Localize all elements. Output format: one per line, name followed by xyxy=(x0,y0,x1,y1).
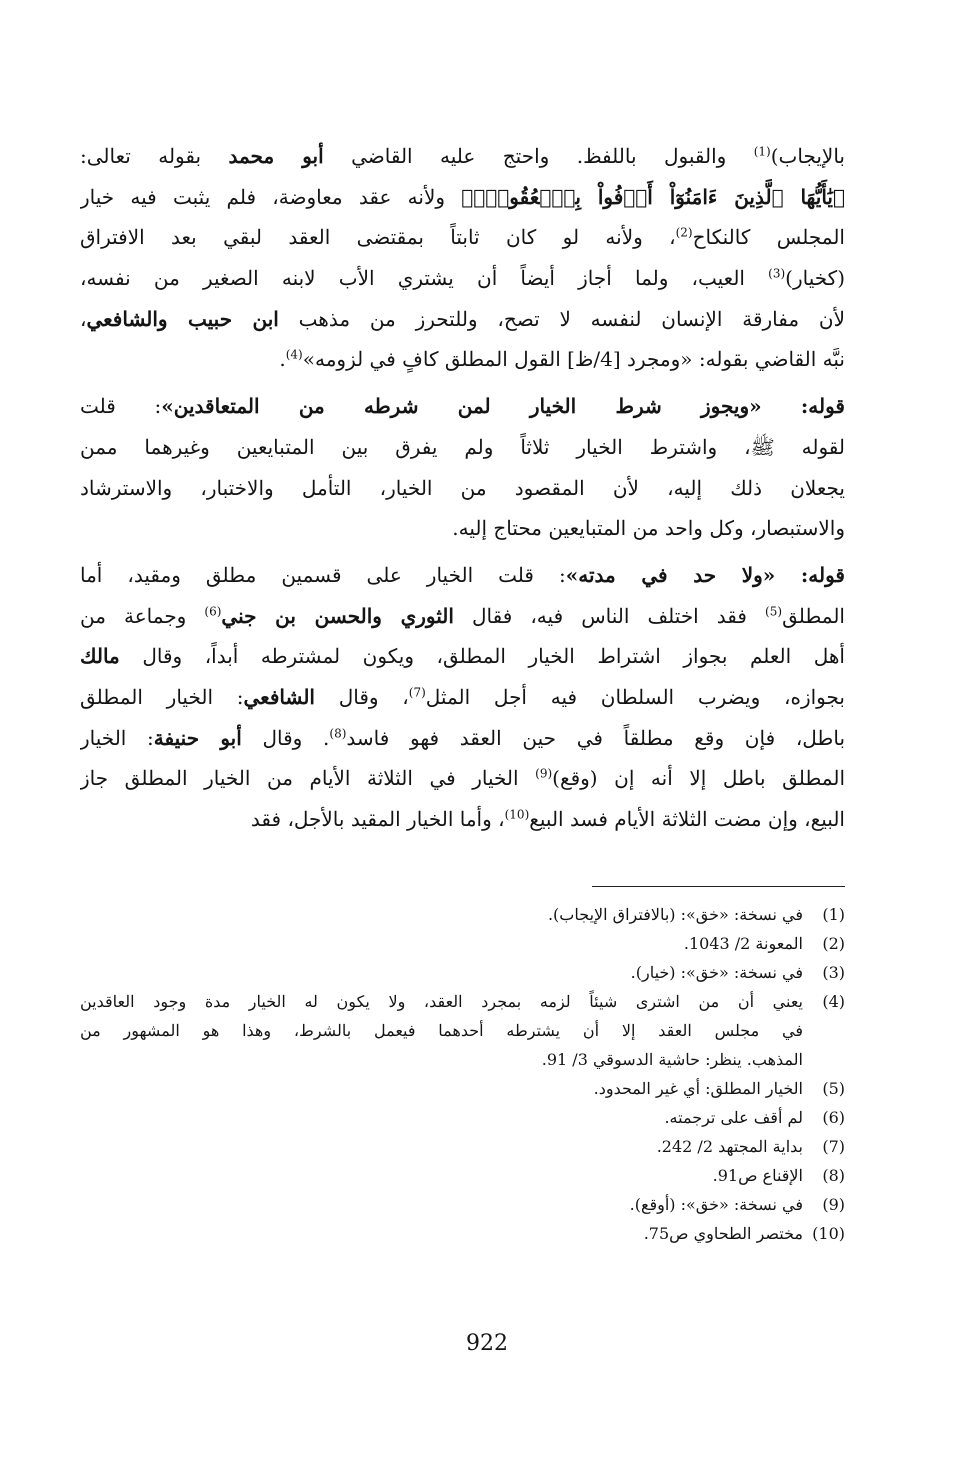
footnote-line: في نسخة: «خق»: (بالافتراق الإيجاب). xyxy=(547,905,803,924)
footnote-number: (1) xyxy=(822,905,845,924)
footnote-number: (3) xyxy=(822,963,845,982)
text-line xyxy=(80,555,845,596)
footnote-ref: (3) xyxy=(768,266,786,281)
text-run: . وقال xyxy=(241,725,330,750)
text-run: : قلت xyxy=(80,394,162,419)
footnote xyxy=(80,1103,845,1132)
text-line xyxy=(80,386,845,427)
text-run: يجعلان ذلك إليه، لأن المقصود من الخيار، التأمل والاختبار، والاسترشاد xyxy=(80,475,845,500)
bold-text: قوله: «ولا حد في مدته» xyxy=(565,562,845,587)
footnote-ref: (2) xyxy=(675,225,693,240)
footnote-body xyxy=(80,1132,803,1161)
footnote-ref: (9) xyxy=(535,766,553,781)
footnote-body xyxy=(80,1074,803,1103)
footnote-ref: (10) xyxy=(504,807,530,822)
footnote-line: لم أقف على ترجمته. xyxy=(664,1108,803,1127)
bold-text: الشافعي xyxy=(243,684,315,709)
footnote-number: (7) xyxy=(822,1137,845,1156)
footnote-line: يعني أن من اشترى شيئاً لزمه بمجرد العقد، ولا يكون له الخيار مدة وجود العاقدين xyxy=(80,992,803,1011)
main-text xyxy=(80,136,845,840)
page-number: 922 xyxy=(466,1331,508,1356)
text-line xyxy=(80,718,845,759)
bold-text: ﴿يَٰأَيُّهَا ٱلَّذِينَ ءَامَنُوٓاْ أَوۡفُواْ بِٱلۡعُقُودِۚ﴾ xyxy=(461,184,845,209)
footnote-separator xyxy=(592,886,845,887)
text-run: والاستبصار، وكل واحد من المتبايعين محتاج إليه. xyxy=(452,516,845,541)
text-line xyxy=(80,427,845,468)
footnote-line: الخيار المطلق: أي غير المحدود. xyxy=(593,1079,803,1098)
text-line xyxy=(80,339,845,380)
text-run: بقوله تعالى: xyxy=(80,144,229,168)
text-line xyxy=(80,758,845,799)
footnotes xyxy=(80,900,845,1248)
footnote-line: في مجلس العقد إلا أن يشترطه أحدهما فيعمل بالشرط، وهذا هو المشهور من xyxy=(80,1021,803,1040)
text-run: : قلت الخيار على قسمين مطلق ومقيد، أما xyxy=(80,562,566,587)
footnote xyxy=(80,1074,845,1103)
footnote xyxy=(80,900,845,929)
text-run: . xyxy=(279,347,286,372)
text-run: نبَّه القاضي بقوله: «ومجرد [4/ظ] القول المطلق كافٍ في لزومه» xyxy=(302,347,845,372)
footnote-line: الإقناع ص91. xyxy=(712,1166,803,1185)
footnote-ref: (8) xyxy=(329,725,347,740)
footnote-body xyxy=(80,929,803,958)
footnote-ref: (5) xyxy=(765,603,783,618)
text-line xyxy=(80,596,845,637)
text-run: المطلق xyxy=(782,603,845,628)
text-run: باطل، فإن وقع مطلقاً في حين العقد فهو فاسد xyxy=(346,725,845,750)
footnote xyxy=(80,1132,845,1161)
text-line xyxy=(80,299,845,340)
text-run: ولأنه عقد معاوضة، فلم يثبت فيه خيار xyxy=(80,184,462,209)
footnote-number: (4) xyxy=(822,992,845,1011)
footnote-number: (2) xyxy=(822,934,845,953)
footnote-number: (8) xyxy=(822,1166,845,1185)
text-run: ، xyxy=(80,306,87,331)
text-line xyxy=(80,136,845,177)
footnote-line: بداية المجتهد 2/ 242. xyxy=(656,1137,803,1156)
bold-text: قوله: «ويجوز شرط الخيار لمن شرطه من المتعاقدين» xyxy=(161,394,845,419)
text-run: والقبول باللفظ. واحتج عليه القاضي xyxy=(323,144,754,168)
footnote xyxy=(80,929,845,958)
footnote-line: في نسخة: «خق»: (أوقع). xyxy=(629,1195,803,1214)
footnote xyxy=(80,987,845,1074)
text-run: : الخيار xyxy=(80,725,154,750)
footnote-body xyxy=(80,1103,803,1132)
footnote-number: (5) xyxy=(822,1079,845,1098)
footnote-body xyxy=(80,987,803,1074)
footnote xyxy=(80,958,845,987)
text-run: ، وأما الخيار المقيد بالأجل، فقد xyxy=(250,807,505,831)
footnote-ref: (1) xyxy=(753,144,771,159)
footnote-body xyxy=(80,958,803,987)
text-run: وجماعة من xyxy=(80,603,205,628)
text-run: لقوله ﷺ، واشترط الخيار ثلاثاً ولم يفرق بين المتبايعين وغيرهما ممن xyxy=(80,434,845,459)
footnote xyxy=(80,1190,845,1219)
footnote-body xyxy=(80,1219,803,1248)
text-line xyxy=(80,508,845,549)
bold-text: ابن حبيب والشافعي xyxy=(86,306,279,331)
text-run: المجلس كالنكاح xyxy=(692,225,845,250)
footnote-number: (10) xyxy=(812,1224,845,1243)
text-run: بالإيجاب) xyxy=(770,144,845,168)
text-run: الخيار في الثلاثة الأيام من الخيار المطلق جاز xyxy=(80,766,536,791)
footnote-ref: (7) xyxy=(408,685,426,700)
footnote-ref: (6) xyxy=(204,603,222,618)
text-run: البيع، وإن مضت الثلاثة الأيام فسد البيع xyxy=(529,807,845,831)
text-run: ، وقال xyxy=(314,684,409,709)
bold-text: مالك xyxy=(80,644,120,669)
footnote-number: (9) xyxy=(822,1195,845,1214)
footnote-body xyxy=(80,1161,803,1190)
text-run: أهل العلم بجواز اشتراط الخيار المطلق، ويكون لمشترطه أبداً، وقال xyxy=(119,644,845,669)
text-line xyxy=(80,636,845,677)
text-run: بجوازه، ويضرب السلطان فيه أجل المثل xyxy=(425,684,845,709)
text-run: لأن مفارقة الإنسان لنفسه لا تصح، وللتحرز من مذهب xyxy=(278,306,845,331)
text-run: العيب، ولما أجاز أيضاً أن يشتري الأب لابنه الصغير من نفسه، xyxy=(80,266,769,291)
text-line xyxy=(80,677,845,718)
footnote-body xyxy=(80,1190,803,1219)
text-run: فقد اختلف الناس فيه، فقال xyxy=(453,603,766,628)
bold-text: الثوري والحسن بن جني xyxy=(221,603,454,628)
footnote-line: مختصر الطحاوي ص75. xyxy=(643,1224,803,1243)
footnote-body xyxy=(80,900,803,929)
footnote xyxy=(80,1219,845,1248)
text-line xyxy=(80,258,845,299)
text-run: ، ولأنه لو كان ثابتاً بمقتضى العقد لبقي بعد الافتراق xyxy=(80,225,676,250)
text-line xyxy=(80,217,845,258)
bold-text: أبو حنيفة xyxy=(153,725,242,750)
bold-text: أبو محمد xyxy=(228,144,324,168)
footnote-ref: (4) xyxy=(285,347,303,362)
text-line xyxy=(80,799,845,840)
text-line xyxy=(80,468,845,509)
footnote-number: (6) xyxy=(822,1108,845,1127)
footnote-line: المعونة 2/ 1043. xyxy=(683,934,803,953)
footnote-line: في نسخة: «خق»: (خيار). xyxy=(630,963,803,982)
text-run: المطلق باطل إلا أنه إن (وقع) xyxy=(552,766,845,791)
text-run: : الخيار المطلق xyxy=(80,684,244,709)
text-run: (كخيار) xyxy=(785,266,845,291)
footnote-line: المذهب. ينظر: حاشية الدسوقي 3/ 91. xyxy=(541,1050,803,1069)
text-line xyxy=(80,177,845,218)
footnote xyxy=(80,1161,845,1190)
